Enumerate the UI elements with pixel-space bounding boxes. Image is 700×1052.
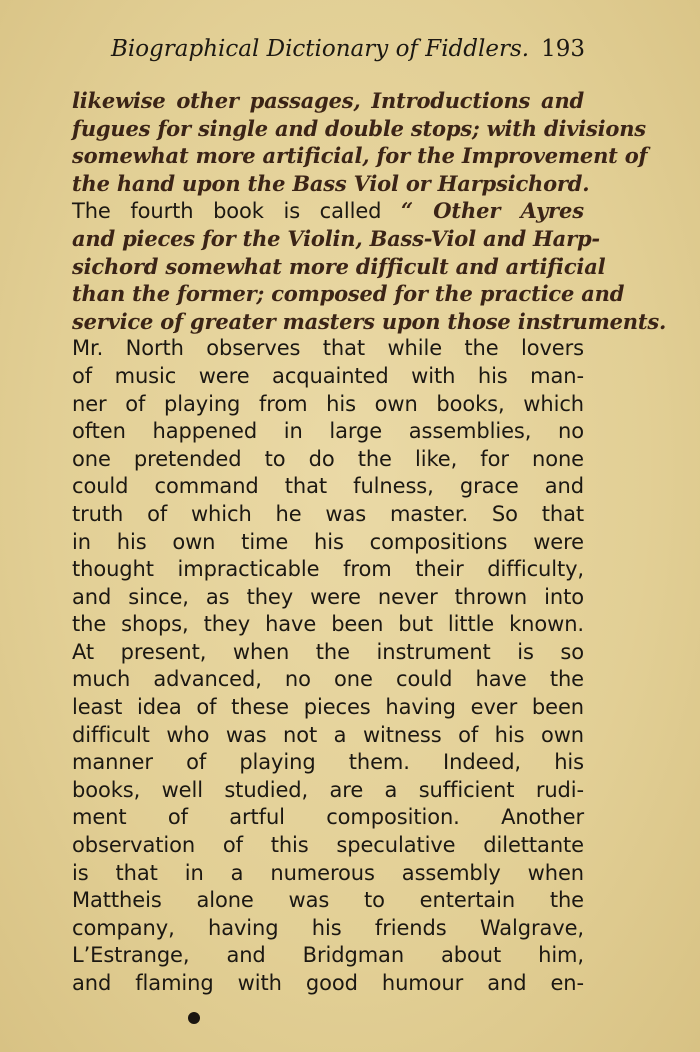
- signature-mark: [188, 1012, 200, 1024]
- text-line: somewhat more artificial, for the Improvement of: [72, 143, 648, 169]
- text-line: and pieces for the Violin, Bass-Viol and Harp-: [72, 225, 600, 251]
- text-line: often happened in large assemblies, no: [72, 419, 584, 444]
- text-line: ner of playing from his own books, which: [72, 391, 584, 416]
- text-line: service of greater masters upon those instruments.: [72, 308, 667, 334]
- running-head: [70, 32, 585, 66]
- text-line: company, having his friends Walgrave,: [72, 915, 584, 940]
- text-line: truth of which he was master. So that: [72, 501, 584, 526]
- text-line: is that in a numerous assembly when: [72, 860, 584, 885]
- text-line: At present, when the instrument is so: [72, 639, 584, 664]
- text-line: of music were acquainted with his man-: [72, 363, 584, 388]
- text-line: [72, 197, 584, 225]
- text-line: observation of this speculative dilettante: [72, 833, 584, 858]
- body-text: [72, 87, 667, 998]
- text-line: could command that fulness, grace and: [72, 474, 584, 499]
- text-line: and flaming with good humour and en-: [72, 971, 584, 995]
- text-line: likewise other passages, Introductions and: [72, 88, 584, 113]
- running-title: Biographical Dictionary of Fiddlers.: [110, 36, 530, 62]
- text-line: manner of playing them. Indeed, his: [72, 750, 584, 775]
- text-line: thought impracticable from their difficulty,: [72, 557, 584, 582]
- text-line: much advanced, no one could have the: [72, 667, 584, 692]
- text-line: the shops, they have been but little known.: [72, 612, 584, 637]
- text-line: in his own time his compositions were: [72, 529, 584, 554]
- text-line: Mattheis alone was to entertain the: [72, 888, 584, 913]
- text-line: sichord somewhat more difficult and artificial: [72, 253, 606, 279]
- text-line: and since, as they were never thrown into: [72, 584, 584, 609]
- text-line: least idea of these pieces having ever been: [72, 695, 584, 720]
- text-line: the hand upon the Bass Viol or Harpsichord.: [72, 170, 590, 196]
- text-line: than the former; composed for the practice and: [72, 281, 625, 307]
- text-segment-italic: “ Other Ayres: [400, 198, 585, 224]
- text-segment-roman: The fourth book is called: [72, 199, 401, 224]
- text-line: books, well studied, are a sufficient rudi-: [72, 777, 584, 802]
- text-line: Mr. North observes that while the lovers: [72, 336, 584, 361]
- text-line: fugues for single and double stops; with divisions: [72, 115, 646, 141]
- page-number: 193: [541, 36, 585, 62]
- text-line: one pretended to do the like, for none: [72, 446, 584, 471]
- text-line: ment of artful composition. Another: [72, 805, 584, 830]
- text-line: difficult who was not a witness of his own: [72, 722, 584, 747]
- text-line: L’Estrange, and Bridgman about him,: [72, 943, 584, 968]
